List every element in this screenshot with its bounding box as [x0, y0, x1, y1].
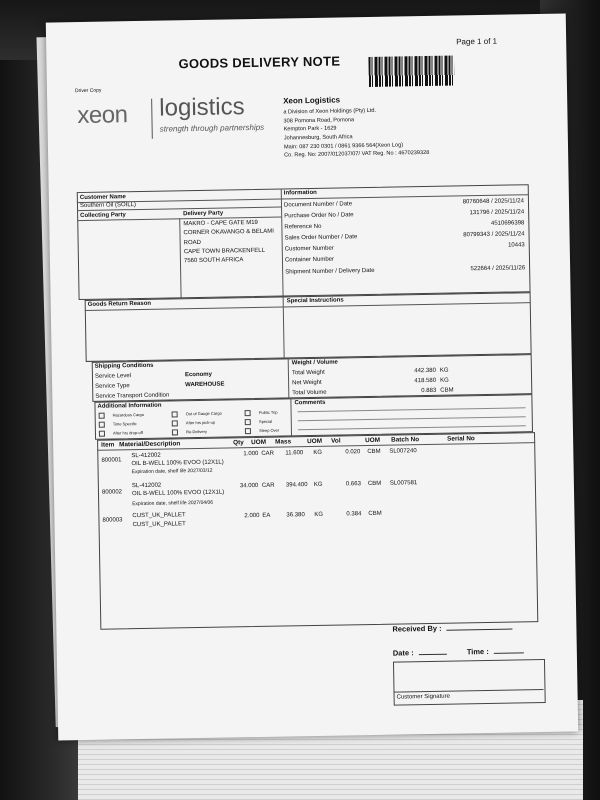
customer-name-label: Customer Name [79, 194, 126, 202]
barcode [368, 55, 455, 86]
customer-name-value: Southern Oil (SOILL) [79, 202, 137, 210]
shipping-table: Service Level Economy Service Type WAREHOUSE Service Transport Condition [94, 371, 225, 401]
checkbox[interactable] [245, 419, 251, 425]
weight-label: Weight / Volume [291, 359, 338, 367]
additional-options-row: Hazardous Cargo Out of Gauge Cargo Public Trip [99, 409, 317, 419]
checkbox[interactable] [99, 422, 105, 428]
weight-table: Total Weight 442.380 KG Net Weight 418.580 KG Total Volume 0.883 CBM [291, 367, 454, 397]
checkbox[interactable] [99, 431, 105, 437]
delivery-address: MAKRO - CAPE GATE M19 CORNER OKAVANGO & BELAMI ROAD CAPE TOWN BRACKENFELL 7560 SOUTH AFRICA [183, 219, 274, 265]
address-line: 308 Pomona Road, Pomona [283, 116, 355, 125]
checkbox[interactable] [245, 428, 251, 434]
logo-divider [151, 99, 153, 139]
received-by-line[interactable] [447, 629, 513, 631]
address-line: Kempton Park - 1629 [283, 125, 337, 133]
goods-return-label: Goods Return Reason [87, 300, 152, 308]
logo-tagline: strength through partnerships [159, 122, 265, 134]
page-number: Page 1 of 1 [456, 36, 498, 47]
table-row: 800002 SL-412002 OIL B-WELL 100% EVOO (12X1L) Expiration date, shelf life 2027/04/06 34.000 CAR 394.400 KG 0.663 CBM SL007581 [101, 480, 418, 508]
logo-logistics: logistics [159, 93, 245, 122]
logo-xeon: xeon [77, 101, 128, 130]
checkbox[interactable] [172, 429, 178, 435]
signature-label: Customer Signature [396, 693, 451, 701]
delivery-note-page [46, 14, 578, 741]
received-by: Received By : [392, 623, 512, 634]
shipping-label: Shipping Conditions [94, 362, 154, 370]
address-line: Main: 087 230 0301 / 0861 9366 564(Xeon Log) [283, 142, 404, 151]
company-name: Xeon Logistics [283, 95, 341, 106]
company-address [283, 106, 429, 160]
table-row: 800001 SL-412002 OIL B-WELL 100% EVOO (12X1L) Expiration date, shelf life 2027/03/12 1.000 CAR 11.600 KG 0.020 CBM SL007240 [101, 448, 417, 476]
additional-options-row: Time Specific After hrs pick-up Special [99, 418, 317, 428]
checkbox[interactable] [245, 410, 251, 416]
comments-label: Comments [294, 399, 326, 407]
date-field: Date : [393, 648, 447, 658]
address-line: Co. Reg. No: 2007/012037/07/ VAT Reg. No : 4670239328 [284, 150, 430, 159]
address-line: Johannesburg, South Africa [283, 134, 353, 142]
collecting-party-label: Collecting Party [80, 212, 126, 220]
time-field: Time : [467, 646, 524, 656]
additional-info-label: Additional Information [97, 402, 162, 410]
date-line[interactable] [419, 654, 447, 655]
items-header-row: Item Material/Description Qty UOM Mass UOM Vol UOM Batch No Serial No [101, 435, 475, 449]
document-title: GOODS DELIVERY NOTE [178, 53, 341, 72]
checkbox[interactable] [172, 420, 178, 426]
address-line: a Division of Xeon Holdings (Pty) Ltd. [283, 107, 377, 116]
table-row: 800003 CUST_UK_PALLET CUST_UK_PALLET 2.000 EA 36.380 KG 0.384 CBM [102, 510, 382, 529]
information-label: Information [283, 189, 317, 197]
time-line[interactable] [494, 652, 524, 654]
checkbox[interactable] [99, 413, 105, 419]
information-table: Document Number / Date 80760648 / 2025/11/24 Purchase Order No / Date 131796 / 2025/11/24 Reference No 4510696398 Sales Order Number / Date 80799343 / 2025/11/24 Customer Number 10443 Container Number Shipment Number / Delivery Date 522664 / 2025/11/26 [283, 198, 526, 276]
special-instructions-label: Special Instructions [286, 297, 344, 305]
additional-options-row: After hrs drop-off Re-Delivery Sleep Over [99, 427, 317, 437]
checkbox[interactable] [172, 411, 178, 417]
delivery-party-label: Delivery Party [183, 210, 224, 218]
copy-type: Driver Copy [74, 87, 102, 95]
